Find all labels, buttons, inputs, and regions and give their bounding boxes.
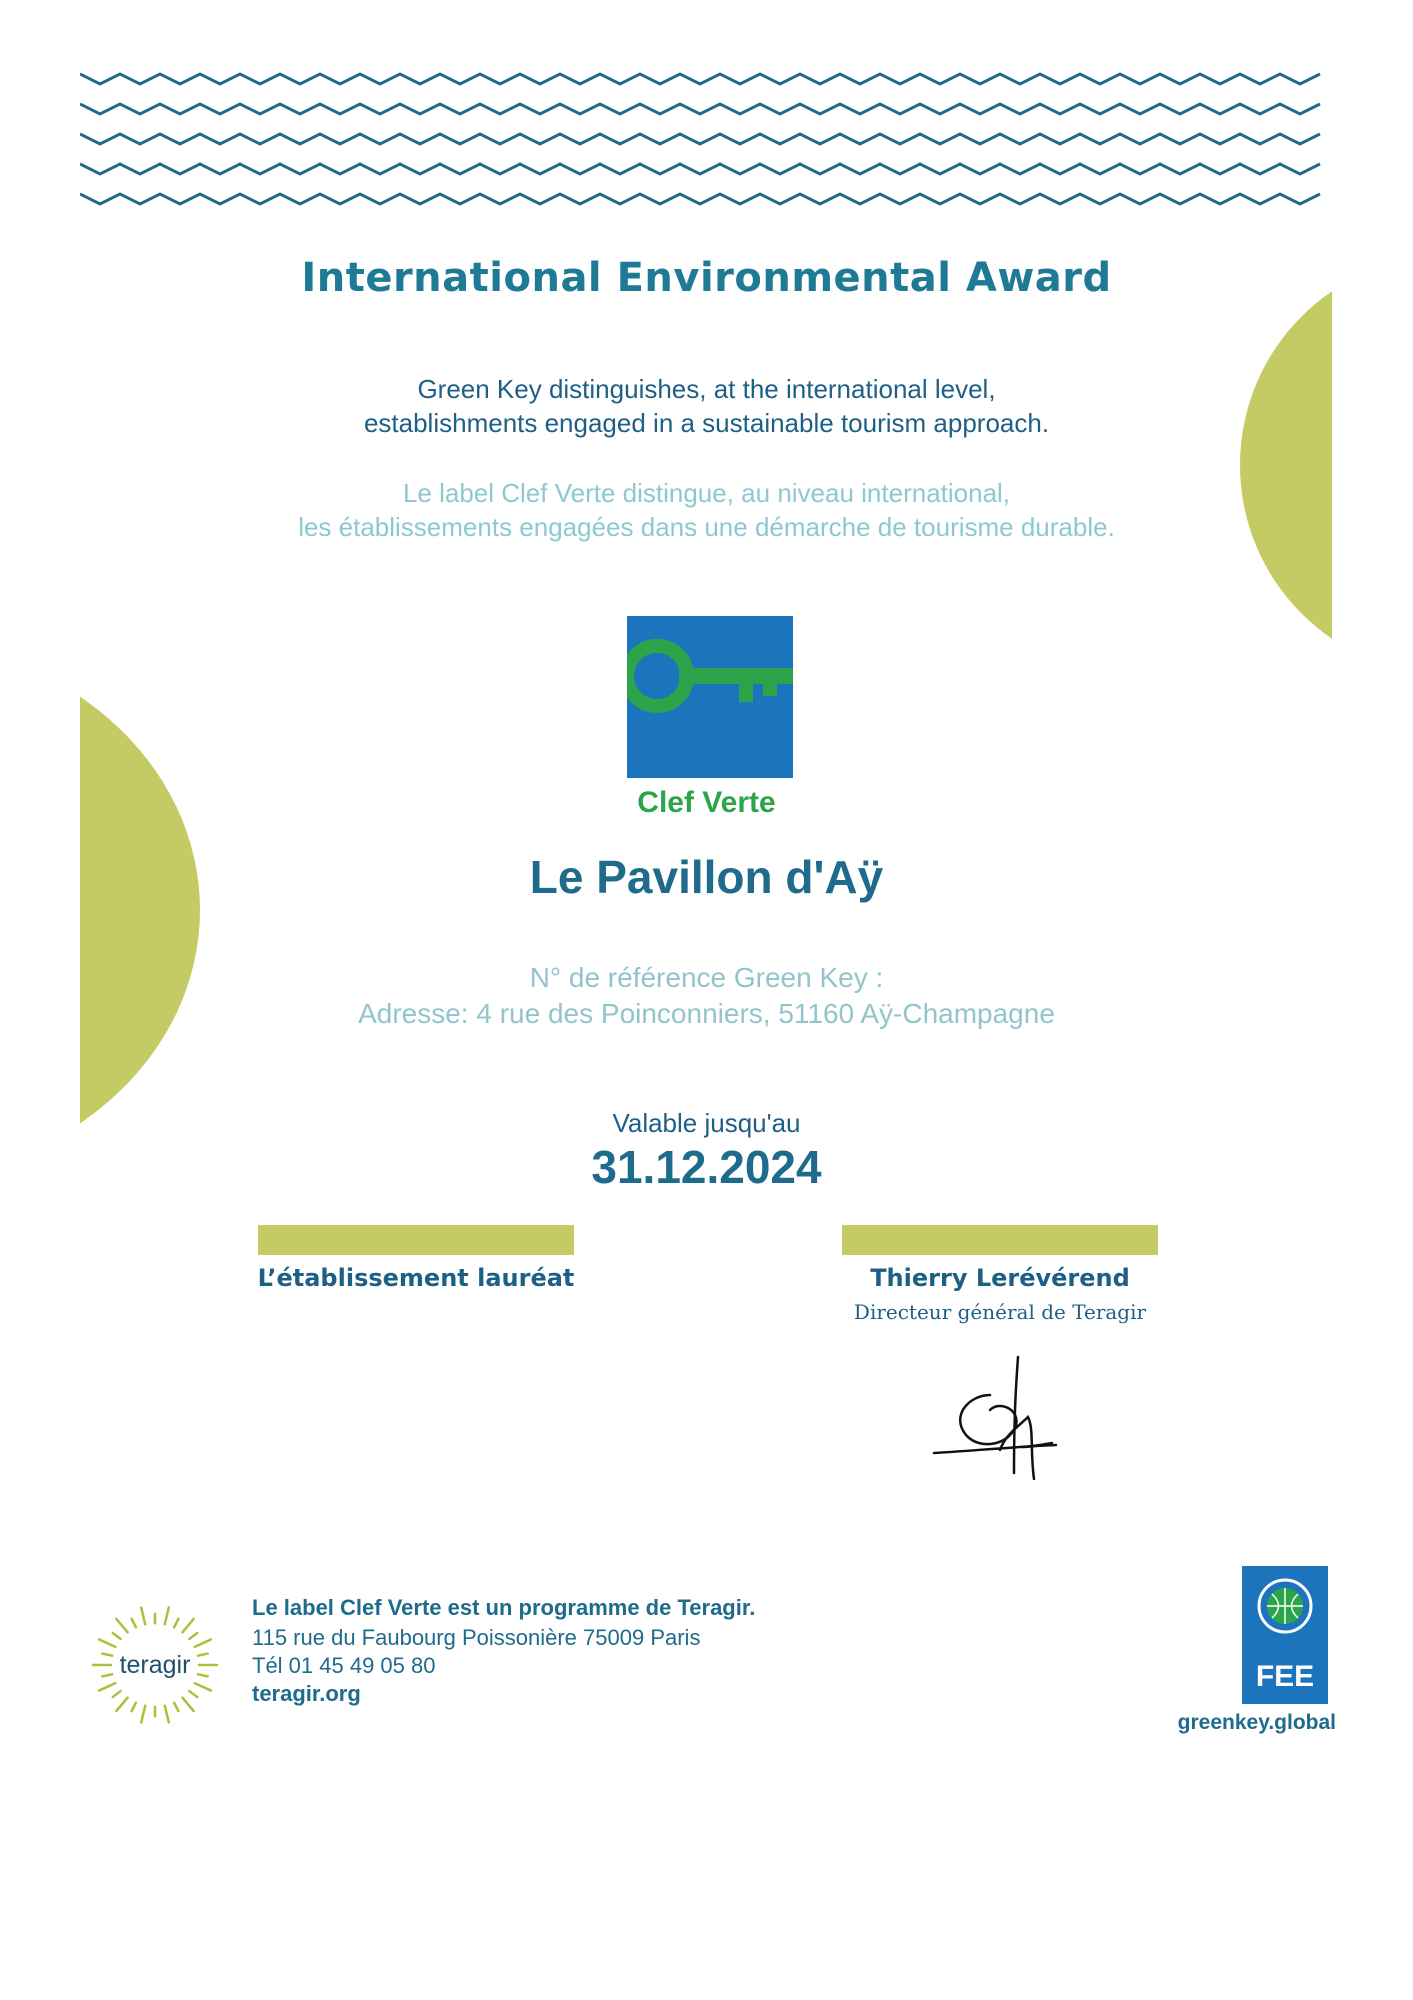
establishment-address: Adresse: 4 rue des Poinconniers, 51160 Aÿ-Champagne <box>358 998 1055 1029</box>
decorative-disc-left <box>80 640 200 1180</box>
fee-label: FEE <box>1255 1660 1315 1693</box>
sun-ray <box>182 1698 193 1711</box>
decorative-disc-right-wrapper <box>1000 240 1332 700</box>
handwritten-signature <box>930 1355 1060 1480</box>
green-key-icon <box>627 616 793 778</box>
sun-ray <box>99 1683 115 1690</box>
intro-fr-line-1: Le label Clef Verte distingue, au niveau international, <box>402 478 1011 508</box>
intro-en-line-1: Green Key distinguishes, at the international level, <box>417 374 996 404</box>
sun-ray <box>198 1654 208 1656</box>
establishment-name: Le Pavillon d'Aÿ <box>529 851 884 903</box>
sun-ray <box>132 1619 136 1628</box>
validity-label: Valable jusqu'au <box>612 1108 801 1138</box>
sun-ray <box>116 1698 127 1711</box>
sun-ray <box>113 1691 121 1697</box>
sun-ray <box>189 1691 197 1697</box>
sun-ray <box>198 1674 208 1676</box>
sun-ray <box>102 1654 112 1656</box>
sun-ray <box>116 1619 127 1632</box>
reference-number: N° de référence Green Key : <box>529 962 884 993</box>
validity-date: 31.12.2024 <box>591 1141 822 1193</box>
sun-ray <box>132 1703 136 1712</box>
award-title: International Environmental Award <box>301 255 1112 301</box>
program-statement: Le label Clef Verte est un programme de Teragir. <box>252 1595 756 1620</box>
laureate-signature-bar <box>258 1225 574 1255</box>
decorative-disc-left-wrapper <box>80 640 200 1180</box>
teragir-website-link[interactable]: teragir.org <box>252 1681 361 1706</box>
teragir-logo <box>80 1605 230 1725</box>
teragir-address: 115 rue du Faubourg Poissonière 75009 Paris <box>252 1625 701 1650</box>
sun-ray <box>99 1639 115 1646</box>
teragir-logo-text: teragir <box>119 1651 191 1679</box>
sun-ray <box>182 1619 193 1632</box>
greenkey-website-link[interactable]: greenkey.global <box>1177 1711 1336 1734</box>
sun-ray <box>102 1674 112 1676</box>
sun-ray <box>141 1608 145 1625</box>
sun-ray <box>174 1619 178 1628</box>
signer-title: Directeur général de Teragir <box>853 1300 1147 1324</box>
director-signature-bar <box>842 1225 1158 1255</box>
teragir-phone: Tél 01 45 49 05 80 <box>252 1653 436 1678</box>
signer-name: Thierry Lerévérend <box>870 1264 1130 1292</box>
intro-en-line-2: establishments engaged in a sustainable tourism approach. <box>363 408 1050 438</box>
laureate-label: L’établissement lauréat <box>257 1264 575 1292</box>
sun-ray <box>165 1608 169 1625</box>
intro-fr-line-2: les établissements engagées dans une démarche de tourisme durable. <box>298 512 1115 542</box>
sun-ray <box>141 1706 145 1723</box>
sun-ray <box>195 1639 211 1646</box>
sun-ray <box>195 1683 211 1690</box>
zigzag-pattern <box>80 62 1332 212</box>
decorative-disc-right <box>1240 255 1332 675</box>
sun-ray <box>165 1706 169 1723</box>
sun-ray <box>113 1633 121 1639</box>
sun-ray <box>189 1633 197 1639</box>
label-name: Clef Verte <box>637 786 776 819</box>
sun-ray <box>174 1703 178 1712</box>
